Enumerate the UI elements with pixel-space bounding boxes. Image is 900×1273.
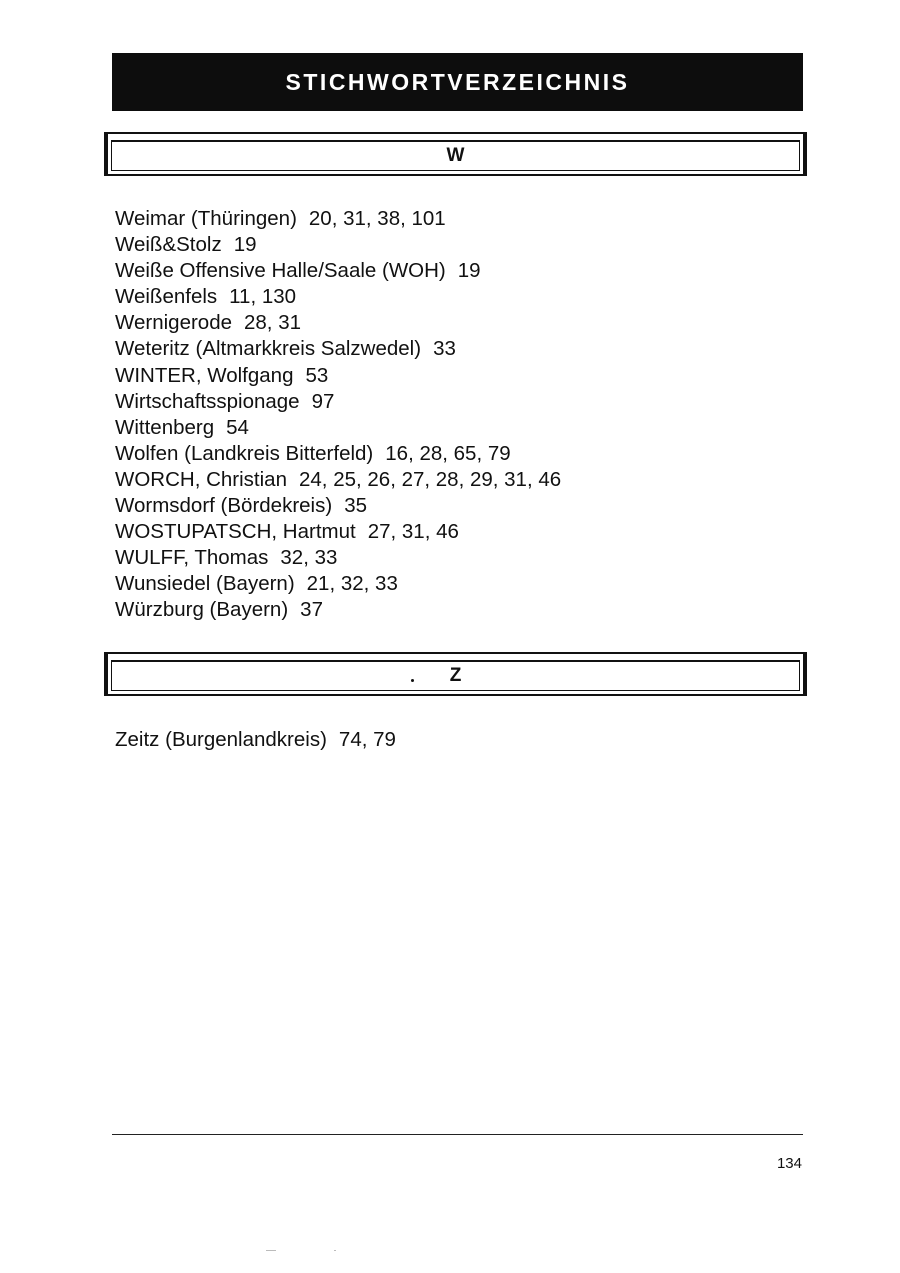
list-item: Wittenberg 54 — [115, 415, 249, 439]
list-item: WINTER, Wolfgang 53 — [115, 363, 329, 387]
list-item: WULFF, Thomas 32, 33 — [115, 546, 338, 570]
list-item: Wirtschaftsspionage 97 — [115, 389, 335, 413]
scan-artifact — [266, 1250, 276, 1251]
list-item: Wernigerode 28, 31 — [115, 311, 301, 335]
index-title-bar — [112, 53, 803, 111]
page-number: 134 — [776, 1155, 802, 1172]
scan-artifact — [334, 1250, 336, 1251]
scan-speck — [411, 679, 414, 682]
list-item: Wolfen (Landkreis Bitterfeld) 16, 28, 65, 79 — [115, 441, 511, 465]
section-header-w — [104, 132, 807, 176]
list-item: WORCH, Christian 24, 25, 26, 27, 28, 29, 31, 46 — [115, 467, 562, 491]
list-item: Würzburg (Bayern) 37 — [115, 598, 323, 622]
entry-list-z — [115, 727, 396, 753]
section-letter-z: Z — [449, 665, 462, 686]
list-item: Wunsiedel (Bayern) 21, 32, 33 — [115, 572, 398, 596]
list-item: Weiße Offensive Halle/Saale (WOH) 19 — [115, 259, 481, 283]
section-header-z — [104, 652, 807, 696]
list-item: WOSTUPATSCH, Hartmut 27, 31, 46 — [115, 520, 459, 544]
list-item: Weißenfels 11, 130 — [115, 285, 297, 309]
section-letter-w: W — [446, 145, 465, 166]
list-item: Weimar (Thüringen) 20, 31, 38, 101 — [115, 207, 446, 230]
list-item: Wormsdorf (Bördekreis) 35 — [115, 494, 368, 518]
index-title: STICHWORTVERZEICHNIS — [285, 68, 630, 95]
list-item: Weiß&Stolz 19 — [115, 233, 257, 257]
list-item: Zeitz (Burgenlandkreis) 74, 79 — [115, 728, 396, 751]
footer-divider — [112, 1134, 803, 1135]
entry-list-w — [115, 206, 561, 624]
list-item: Weteritz (Altmarkkreis Salzwedel) 33 — [115, 337, 456, 361]
